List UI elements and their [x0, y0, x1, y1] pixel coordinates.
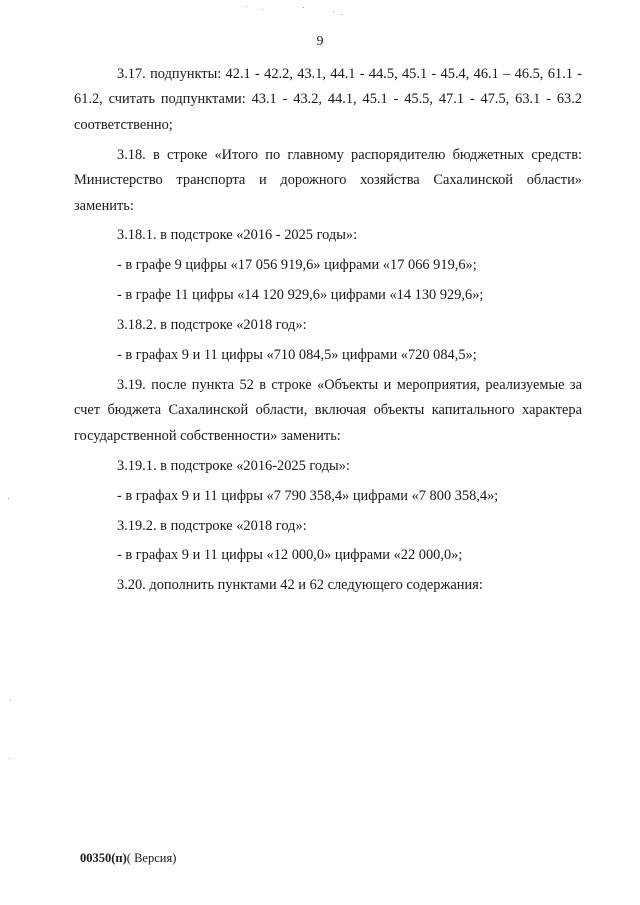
scan-speck — [246, 6, 247, 7]
paragraph-3-20: 3.20. дополнить пунктами 42 и 62 следующего содержания: — [117, 577, 483, 594]
paragraph-3-18-2-item-1: - в графах 9 и 11 цифры «710 084,5» цифрами «720 084,5»; — [117, 347, 477, 364]
paragraph-3-18-1: 3.18.1. в подстроке «2016 - 2025 годы»: — [117, 227, 358, 244]
paragraph-3-19-2: 3.19.2. в подстроке «2018 год»: — [117, 517, 307, 534]
paragraph-3-18: 3.18. в строке «Итого по главному распорядителю бюджетных средств: Министерство транспорта и дорожного хозяйства Сахалинской области» заменить: — [74, 146, 582, 214]
scan-speck — [10, 700, 11, 701]
scan-speck — [341, 14, 342, 15]
paragraph-3-17: 3.17. подпункты: 42.1 - 42.2, 43.1, 44.1 - 44.5, 45.1 - 45.4, 46.1 – 46.5, 61.1 - 61.2, считать подпунктами: 43.1 - 43.2, 44.1, 45.1 - 45.5, 47.1 - 47.5, 63.1 - 63.2 соответственно; — [74, 66, 582, 133]
footer-label: ( Версия) — [126, 851, 177, 865]
paragraph-3-18-1-item-2: - в графе 11 цифры «14 120 929,6» цифрами «14 130 929,6»; — [117, 287, 484, 304]
paragraph-3-18-1-item-1: - в графе 9 цифры «17 056 919,6» цифрами «17 066 919,6»; — [117, 257, 477, 274]
page-number: 9 — [316, 34, 324, 49]
scan-speck — [262, 9, 263, 10]
paragraph-3-19-1-item-1: - в графах 9 и 11 цифры «7 790 358,4» цифрами «7 800 358,4»; — [117, 487, 499, 504]
footer-code: 00350(п) — [80, 851, 127, 865]
paragraph-3-18-2: 3.18.2. в подстроке «2018 год»: — [117, 317, 307, 334]
paragraph-3-19: 3.19. после пункта 52 в строке «Объекты и мероприятия, реализуемые за счет бюджета Сахалинской области, включая объекты капитального характера государственной собственности» заменить: — [74, 376, 582, 444]
paragraph-3-19-1: 3.19.1. в подстроке «2016-2025 годы»: — [117, 457, 350, 474]
scan-speck — [303, 7, 304, 8]
document-footer — [80, 851, 176, 866]
document-body — [74, 62, 582, 603]
scan-speck — [8, 498, 9, 499]
scan-speck — [333, 11, 334, 12]
paragraph-3-19-2-item-1: - в графах 9 и 11 цифры «12 000,0» цифрами «22 000,0»; — [117, 547, 463, 564]
scan-speck — [9, 758, 10, 759]
